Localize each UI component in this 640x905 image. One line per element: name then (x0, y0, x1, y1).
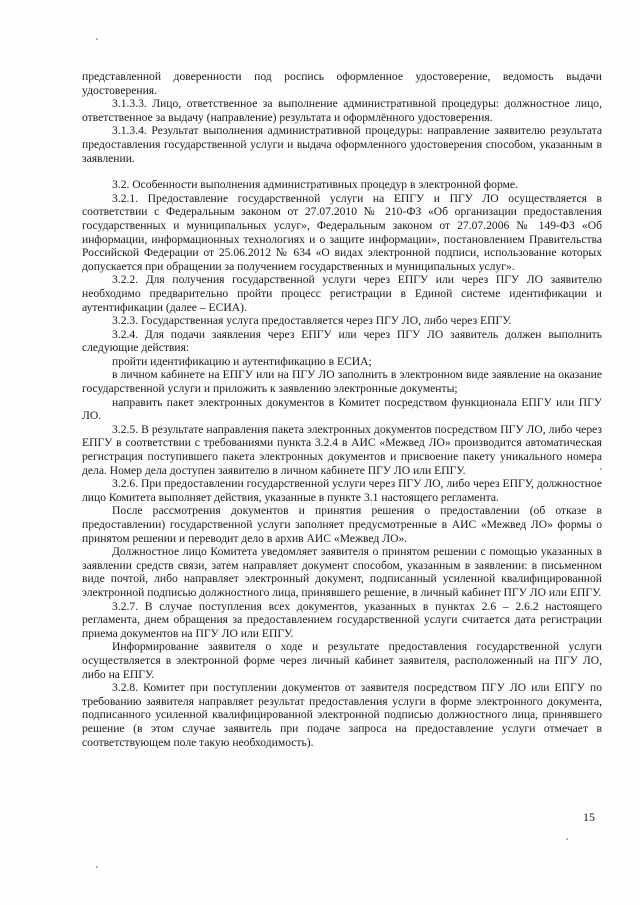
section-heading: 3.2. Особенности выполнения административных процедур в электронной форме. (112, 178, 518, 192)
paragraph: 3.2.4. Для подачи заявления через ЕПГУ или через ПГУ ЛО заявитель должен выполнить следующие действия: (82, 327, 602, 355)
list-item: в личном кабинете на ЕПГУ или на ПГУ ЛО заполнить в электронном виде заявление на оказание государственной услуги и приложить к заявлению электронные документы; (82, 368, 602, 396)
paragraph: 3.2.6. При предоставлении государственной услуги через ПГУ ЛО, либо через ЕПГУ, должностное лицо Комитета выполняет действия, указанные в пункте 3.1 настоящего регламента. (82, 477, 602, 504)
paragraph: 3.2.2. Для получения государственной услуги через ЕПГУ или через ПГУ ЛО заявителю необходимо предварительно пройти процесс регистрации в Единой системе идентификации и аутентификации (далее – ЕСИА). (82, 273, 602, 314)
paragraph: 3.2.1. Предоставление государственной услуги на ЕПГУ и ПГУ ЛО осуществляется в соответствии с Федеральным законом от 27.07.2010 № 210-ФЗ «Об организации предоставления государственных и муниципальных услуг», Федеральным законом от 27.07.2006 № 149-ФЗ «Об информации, информационных технологиях и о защите информации», постановлением Правительства Российской Федерации от 25.06.2012 № 634 «О видах электронной подписи, использование которых допускается при обращении за получением государственных и муниципальных услуг». (82, 191, 602, 273)
scan-speck (96, 38, 98, 40)
paragraph: 3.2.3. Государственная услуга предоставляется через ПГУ ЛО, либо через ЕПГУ. (112, 314, 512, 328)
scan-speck (96, 866, 98, 868)
paragraph: 3.2.8. Комитет при поступлении документов от заявителя посредством ПГУ ЛО или ЕПГУ по требованию заявителя направляет результат предоставления услуги в форме электронного документа, подписанного усиленной квалифицированной электронной подписью должностного лица, принявшего решение (в этом случае заявитель при подаче запроса на предоставление услуги отмечает в соответствующем поле такую необходимость). (82, 681, 602, 749)
paragraph: 3.2.5. В результате направления пакета электронных документов посредством ПГУ ЛО, либо через ЕПГУ в соответствии с требованиями пункта 3.2.4 в АИС «Межвед ЛО» производится автоматическая регистрация поступившего пакета электронных документов и присвоение пакету уникального номера дела. Номер дела доступен заявителю в личном кабинете ПГУ ЛО или ЕПГУ. (82, 422, 602, 477)
paragraph: представленной доверенности под роспись оформленное удостоверение, ведомость выдачи удостоверения. (82, 70, 602, 97)
paragraph: 3.1.3.3. Лицо, ответственное за выполнение административной процедуры: должностное лицо, ответственное за выдачу (направление) результата и оформлённого удостоверения. (82, 97, 602, 124)
list-item: направить пакет электронных документов в Комитет посредством функционала ЕПГУ или ПГУ ЛО. (82, 395, 602, 423)
paragraph: 3.1.3.4. Результат выполнения административной процедуры: направление заявителю результата предоставления государственной услуги и выдача оформленного удостоверения способом, указанным в заявлении. (82, 124, 602, 165)
paragraph: Должностное лицо Комитета уведомляет заявителя о принятом решении с помощью указанных в заявлении средств связи, затем направляет документ способом, указанным в заявлении: в письменном виде почтой, либо направляет электронный документ, подписанный усиленной квалифицированной электронной подписью должностного лица, принявшего решение, в личный кабинет ПГУ ЛО или ЕПГУ. (82, 545, 602, 599)
page-number: 15 (583, 810, 595, 824)
paragraph: После рассмотрения документов и принятия решения о предоставлении (об отказе в предоставлении) государственной услуги заполняет предусмотренные в АИС «Межвед ЛО» формы о принятом решении и переводит дело в архив АИС «Межвед ЛО». (82, 504, 602, 545)
paragraph: Информирование заявителя о ходе и результате предоставления государственной услуги осуществляется в электронной форме через личный кабинет заявителя, расположенный на ПГУ ЛО, либо на ЕПГУ. (82, 640, 602, 681)
document-body (82, 70, 602, 749)
list-item: пройти идентификацию и аутентификацию в ЕСИА; (112, 354, 372, 368)
paragraph: 3.2.7. В случае поступления всех документов, указанных в пунктах 2.6 – 2.6.2 настоящего регламента, днем обращения за предоставлением государственной услуги считается дата регистрации приема документов на ПГУ ЛО или ЕПГУ. (82, 599, 602, 640)
paragraph-spacer (82, 165, 602, 178)
scan-speck (566, 838, 568, 840)
